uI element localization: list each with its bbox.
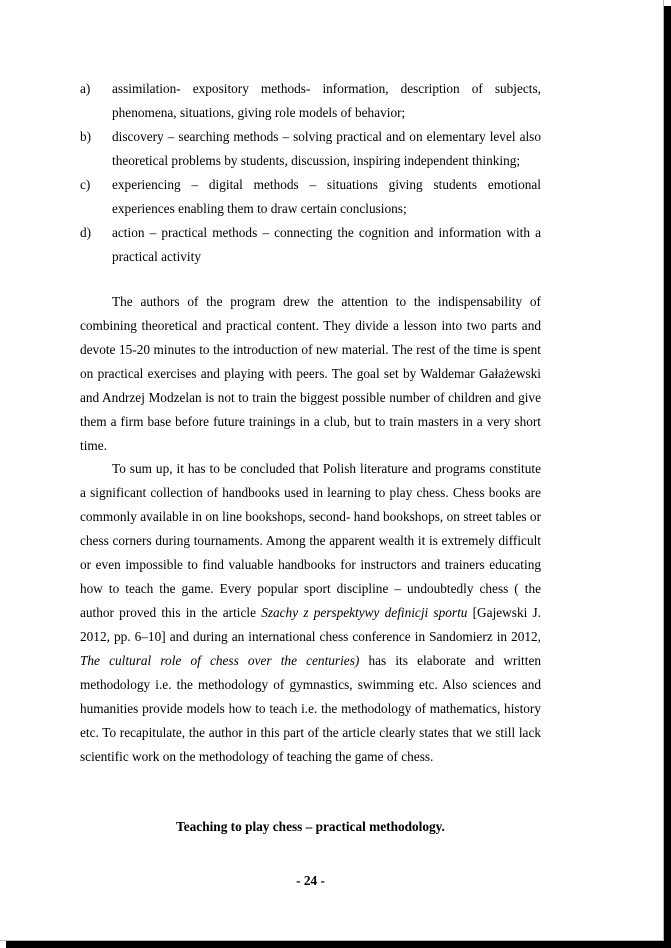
- page-shadow-bottom: [6, 941, 671, 948]
- paragraph-summary: [80, 457, 541, 769]
- list-item: [80, 173, 541, 221]
- list-marker: b): [80, 129, 92, 144]
- paragraph-text: [Gajewski J. 2012, pp. 6–10] and during an international chess conference in Sandomierz in 2012,: [80, 605, 541, 644]
- list-item: [80, 125, 541, 173]
- page-number: - 24 -: [296, 873, 325, 888]
- methods-list: [80, 77, 541, 269]
- list-item: [80, 221, 541, 269]
- italic-article-title: Szachy z perspektywy definicji sportu: [261, 605, 468, 620]
- list-item-text: action – practical methods – connecting the cognition and information with a practical activity: [112, 225, 541, 264]
- list-marker: c): [80, 177, 91, 192]
- list-item-text: experiencing – digital methods – situations giving students emotional experiences enabling them to draw certain conclusions;: [112, 177, 541, 216]
- paragraph-program-authors: The authors of the program drew the attention to the indispensability of combining theoretical and practical content. They divide a lesson into two parts and devote 15-20 minutes to the introduction of new material. The rest of the time is spent on practical exercises and playing with peers. The goal set by Waldemar Gałażewski and Andrzej Modzelan is not to train the biggest possible number of children and give them a firm base before future trainings in a club, but to train masters in a very short time.: [80, 294, 541, 453]
- page-shadow-right: [664, 6, 671, 948]
- list-item-text: discovery – searching methods – solving practical and on elementary level also theoretical problems by students, discussion, inspiring independent thinking;: [112, 129, 541, 168]
- italic-conference-title: The cultural role of chess over the centuries): [80, 653, 360, 668]
- list-marker: a): [80, 81, 91, 96]
- section-heading: Teaching to play chess – practical methodology.: [176, 819, 445, 834]
- list-item: [80, 77, 541, 125]
- list-marker: d): [80, 225, 92, 240]
- paragraph-text: To sum up, it has to be concluded that Polish literature and programs constitute a significant collection of handbooks used in learning to play chess. Chess books are commonly available in on line bookshops, second- hand bookshops, on street tables or chess corners during tournaments. Among the apparent wealth it is extremely difficult or even impossible to find valuable handbooks for instructors and trainers educating how to teach the game. Every popular sport discipline – undoubtedly chess ( the author proved this in the article: [80, 461, 541, 620]
- list-item-text: assimilation- expository methods- information, description of subjects, phenomena, situations, giving role models of behavior;: [112, 81, 541, 120]
- paragraph-text: has its elaborate and written methodology i.e. the methodology of gymnastics, swimming etc. Also sciences and humanities provide models how to teach i.e. the methodology of mathematics, history etc. To recapitulate, the author in this part of the article clearly states that we still lack scientific work on the methodology of teaching the game of chess.: [80, 653, 541, 764]
